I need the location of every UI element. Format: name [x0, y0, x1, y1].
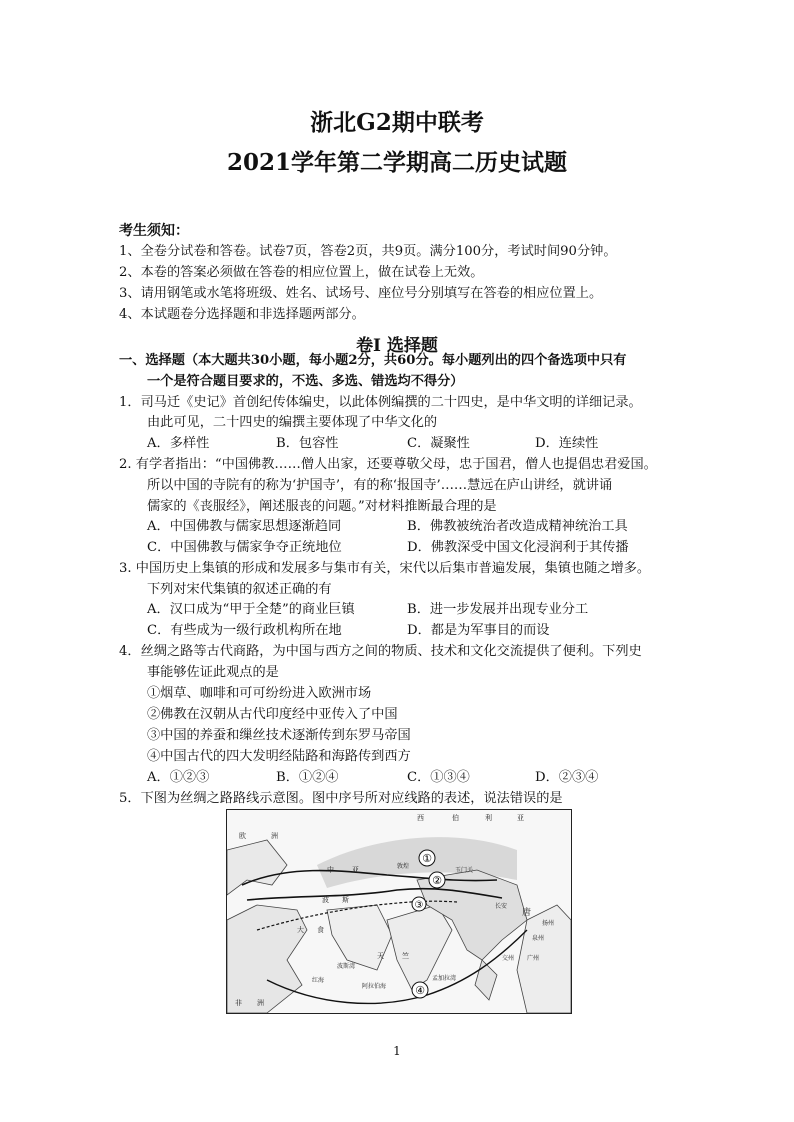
option-d: D．都是为军事目的而设 — [407, 623, 550, 638]
map-label: 大 — [297, 926, 304, 934]
option-c: C．有些成为一级行政机构所在地 — [147, 623, 342, 638]
section-title: 卷Ⅰ 选择题 — [356, 336, 438, 356]
exam-title-line2: 2021学年第二学期高二历史试题 — [226, 149, 567, 176]
notice-item: 3、请用钢笔或水笔将班级、姓名、试场号、座位号分别填写在答卷的相应位置上。 — [119, 286, 603, 301]
exam-title-line1: 浙北G2期中联考 — [310, 109, 484, 136]
notice-item: 2、本卷的答案必须做在答卷的相应位置上，做在试卷上无效。 — [119, 265, 484, 280]
option-a: A．多样性 — [147, 436, 210, 451]
route-marker-2 — [429, 872, 445, 888]
page-number: 1 — [393, 1044, 401, 1058]
svg-text:①: ① — [422, 852, 432, 865]
question-3-stem: 3. 中国历史上集镇的形成和发展多与集市有关，宋代以后集市普遍发展，集镇也随之增多。 — [119, 561, 651, 576]
svg-text:②: ② — [432, 874, 442, 887]
option-b: B．佛教被统治者改造成精神统治工具 — [407, 519, 628, 534]
map-label: 长安 — [495, 903, 508, 910]
option-c: C．中国佛教与儒家争夺正统地位 — [147, 540, 342, 555]
question-4-stem: 4．丝绸之路等古代商路，为中国与西方之间的物质、技术和文化交流提供了便利。下列史 — [119, 644, 642, 659]
question-3-stem: 下列对宋代集镇的叙述正确的有 — [147, 582, 332, 597]
map-label: 亚 — [352, 866, 359, 874]
map-label: 阿拉伯海 — [362, 983, 387, 990]
map-label: 欧 — [239, 832, 246, 840]
silk-road-map — [226, 809, 572, 1014]
map-label: 天 — [377, 952, 384, 960]
option-a: A．①②③ — [147, 770, 210, 785]
part-one-instruction: 一、选择题（本大题共30小题，每小题2分，共60分。每小题列出的四个备选项中只有 — [119, 353, 627, 368]
map-label: 红海 — [312, 977, 325, 984]
svg-text:③: ③ — [414, 900, 424, 911]
map-label: 孟加拉湾 — [432, 975, 457, 982]
option-d: D．佛教深受中国文化浸润利于其传播 — [407, 540, 629, 555]
map-label: 亚 — [517, 814, 524, 822]
map-label: 泉州 — [532, 935, 545, 942]
question-4-subitem: ④中国古代的四大发明经陆路和海路传到西方 — [147, 749, 411, 764]
question-2-stem: 儒家的《丧服经》，阐述服丧的问题。”对材料推断最合理的是 — [147, 499, 497, 514]
part-one-instruction: 一个是符合题目要求的，不选、多选、错选均不得分） — [147, 374, 464, 389]
map-label: 食 — [317, 926, 324, 934]
option-c: C．①③④ — [407, 770, 470, 785]
map-label: 敦煌 — [397, 863, 410, 870]
silk-road-map-drawing — [227, 810, 571, 1013]
question-4-stem: 事能够佐证此观点的是 — [147, 665, 279, 680]
route-marker-1 — [419, 850, 435, 866]
notice-item: 1、全卷分试卷和答卷。试卷7页，答卷2页，共9页。满分100分，考试时间90分钟。 — [119, 244, 617, 259]
map-label: 斯 — [342, 896, 349, 904]
map-label: 竺 — [402, 952, 409, 960]
question-2-stem: 所以中国的寺院有的称为‘护国寺’，有的称‘报国寺’……慧远在庐山讲经，就讲诵 — [147, 478, 613, 493]
question-4-subitem: ①烟草、咖啡和可可纷纷进入欧洲市场 — [147, 686, 372, 701]
question-1-stem: 由此可见，二十四史的编撰主要体现了中华文化的 — [147, 415, 438, 430]
map-label: 洲 — [271, 832, 278, 840]
map-label: 玉门关 — [455, 867, 474, 874]
map-label: 洲 — [257, 999, 264, 1007]
map-label: 非 — [235, 999, 242, 1007]
route-marker-4 — [412, 982, 428, 998]
notice-item: 4、本试题卷分选择题和非选择题两部分。 — [119, 307, 365, 322]
option-a: A．中国佛教与儒家思想逐渐趋同 — [147, 519, 342, 534]
notice-heading: 考生须知： — [119, 223, 189, 239]
option-a: A．汉口成为“甲于全楚”的商业巨镇 — [147, 602, 355, 617]
map-label: 交州 — [502, 955, 515, 962]
map-label: 利 — [485, 814, 492, 822]
map-label: 广州 — [527, 955, 540, 962]
map-label: 唐 — [522, 908, 532, 918]
option-d: D．连续性 — [535, 436, 599, 451]
map-label: 西 — [417, 814, 424, 822]
route-marker-3 — [412, 897, 426, 911]
option-c: C．凝聚性 — [407, 436, 470, 451]
question-2-stem: 2. 有学者指出：“中国佛教……僧人出家，还要尊敬父母，忠于国君，僧人也提倡忠君爱国。 — [119, 457, 657, 472]
svg-text:④: ④ — [415, 984, 425, 997]
question-5-stem: 5．下图为丝绸之路路线示意图。图中序号所对应线路的表述，说法错误的是 — [119, 791, 563, 806]
option-b: B．包容性 — [276, 436, 339, 451]
map-label: 中 — [327, 866, 334, 874]
option-d: D．②③④ — [535, 770, 599, 785]
option-b: B．①②④ — [276, 770, 339, 785]
map-label: 扬州 — [542, 920, 555, 927]
map-label: 伯 — [452, 814, 459, 822]
map-label: 波 — [322, 896, 329, 904]
map-label: 波斯湾 — [337, 963, 356, 970]
question-4-subitem: ②佛教在汉朝从古代印度经中亚传入了中国 — [147, 707, 398, 722]
option-b: B．进一步发展并出现专业分工 — [407, 602, 589, 617]
question-4-subitem: ③中国的养蚕和缫丝技术逐渐传到东罗马帝国 — [147, 728, 411, 743]
question-1-stem: 1．司马迁《史记》首创纪传体编史，以此体例编撰的二十四史，是中华文明的详细记录。 — [119, 395, 642, 410]
